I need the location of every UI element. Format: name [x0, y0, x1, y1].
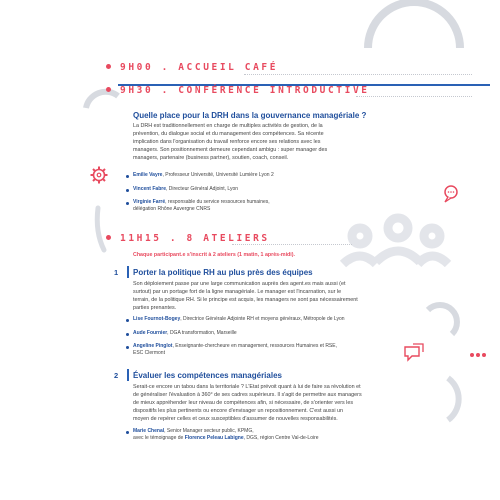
speaker-role: ESC Clermont	[133, 349, 165, 356]
time-heading-welcome	[106, 62, 278, 73]
time-heading-text: 9H00 . ACCUEIL CAFÉ	[120, 62, 279, 73]
paragraph-line: parties prenantes.	[133, 305, 177, 311]
time-heading-text: 11H15 . 8 ATELIERS	[120, 233, 270, 244]
paragraph-line: Son déploiement passe par une large communication auprès des agent.es mais aussi (et	[133, 281, 346, 287]
dotted-divider	[244, 74, 472, 75]
speaker-entry	[133, 316, 345, 323]
time-heading-workshops	[106, 233, 270, 244]
conference-question: Quelle place pour la DRH dans la gouvernance managériale ?	[133, 111, 367, 120]
speech-bubble-icon	[445, 186, 457, 202]
bullet-dot	[106, 64, 111, 69]
time-heading-text: 9H30 . CONFÉRENCE INTRODUCTIVE	[120, 85, 370, 96]
paragraph-line: implication dans l'organisation du travail renforce encore ses relations avec les	[133, 139, 321, 145]
speaker-bullet	[126, 333, 129, 336]
paragraph-line: de généraliser l'évaluation à 360° de ses cadres supérieurs. Il s'agit de permettre aux managers	[133, 392, 362, 398]
people-group-icon	[343, 218, 448, 264]
paragraph-line: managers. Son positionnement demeure cependant ambigu : super manager des	[133, 147, 328, 153]
gear-icon	[91, 167, 108, 184]
speaker-role: , Enseignante-chercheure en management, ressources Humaines et RSE,	[172, 343, 337, 349]
dotted-divider	[356, 96, 472, 97]
speaker-role: , Directrice Générale Adjointe RH et moyens généraux, Métropole de Lyon	[180, 316, 345, 322]
speaker-bullet	[126, 319, 129, 322]
time-heading-conference	[106, 85, 370, 96]
workshop-paragraph	[133, 383, 463, 423]
speaker-name: Angeline Pinglot	[133, 343, 173, 349]
speaker-role: , Directeur Général Adjoint, Lyon	[165, 186, 239, 192]
speaker-name: Emilie Vayre	[133, 172, 163, 178]
speaker-entry	[133, 330, 237, 337]
speaker-role: avec le témoignage de	[133, 434, 185, 441]
arc-shape	[368, 2, 460, 48]
speaker-bullet	[126, 189, 129, 192]
speaker-name: Virginie Farré	[133, 199, 166, 205]
paragraph-line: Serait-ce encore un tabou dans la territoriale ? L'Etat prévoit quant à lui de faire sa révolution et	[133, 384, 361, 390]
registration-note: Chaque participant.e s'inscrit à 2 ateliers (1 matin, 1 après-midi).	[133, 252, 295, 258]
paragraph-line: terrain, de la politique RH. Si le principe est acquis, les managers ne sont pas nécessairement	[133, 297, 358, 303]
chat-bubble-icon	[405, 344, 423, 360]
dotted-divider	[232, 244, 352, 245]
speaker-entry	[133, 199, 270, 212]
speaker-role: , Senior Manager secteur public, KPMG,	[164, 428, 254, 434]
speaker-bullet	[126, 346, 129, 349]
bullet-dot	[106, 87, 111, 92]
paragraph-line: de mieux appréhender leur niveau de compétences afin, si nécessaire, de s'orienter vers les	[133, 400, 354, 406]
speaker-entry	[133, 186, 238, 193]
speaker-entry	[133, 343, 337, 356]
workshop-bar	[127, 266, 129, 278]
speaker-name: Florence Peleau Labigne	[184, 434, 244, 441]
speaker-name: Marie Chenal	[133, 428, 165, 434]
dots-decoration	[470, 353, 486, 357]
speaker-role: , Professeur Université, Université Lumière Lyon 2	[162, 172, 274, 178]
curve-shape	[97, 208, 104, 250]
workshop-bar	[127, 369, 129, 381]
workshop-title: Évaluer les compétences managériales	[133, 371, 282, 380]
workshop-number: 1	[114, 268, 119, 277]
speaker-name: Aude Fournier	[133, 330, 168, 336]
speaker-name: Vincent Fabre	[133, 186, 166, 192]
speaker-bullet	[126, 175, 129, 178]
paragraph-line: surtout) par un portage fort de la ligne managériale. Le manager est l'incarnation, sur le	[133, 289, 342, 295]
speaker-entry	[133, 172, 274, 179]
conference-paragraph	[133, 122, 453, 162]
speaker-bullet	[126, 202, 129, 205]
paragraph-line: prévention, du dialogue social et du management des compétences. Sa récente	[133, 131, 324, 137]
bullet-dot	[106, 235, 111, 240]
speaker-role: , responsable du service ressources humaines,	[165, 199, 270, 205]
paragraph-line: La DRH est traditionnellement en charge de multiples activités de gestion, de la	[133, 123, 323, 129]
workshop-number: 2	[114, 371, 119, 380]
workshop-paragraph	[133, 280, 463, 312]
speaker-name: Lise Fournot-Bogey	[133, 316, 181, 322]
speaker-role: , DGA transformation, Marseille	[167, 330, 237, 336]
paragraph-line: managers, partenaire (business partner), soutien, coach, conseil.	[133, 155, 289, 161]
paragraph-line: moyen de repérer celles et ceux susceptibles d'assumer de nouvelles responsabilités.	[133, 416, 338, 422]
speaker-role: délégation Rhône Auvergne CNRS	[133, 205, 211, 212]
workshop-title: Porter la politique RH au plus près des équipes	[133, 268, 313, 277]
paragraph-line: dispositifs les plus pertinents ou encore d'envisager un repositionnement. C'est aussi un	[133, 408, 344, 414]
speaker-bullet	[126, 431, 129, 434]
speaker-entry	[133, 428, 319, 441]
speaker-role: , DGS, région Centre Val-de-Loire	[243, 434, 319, 441]
